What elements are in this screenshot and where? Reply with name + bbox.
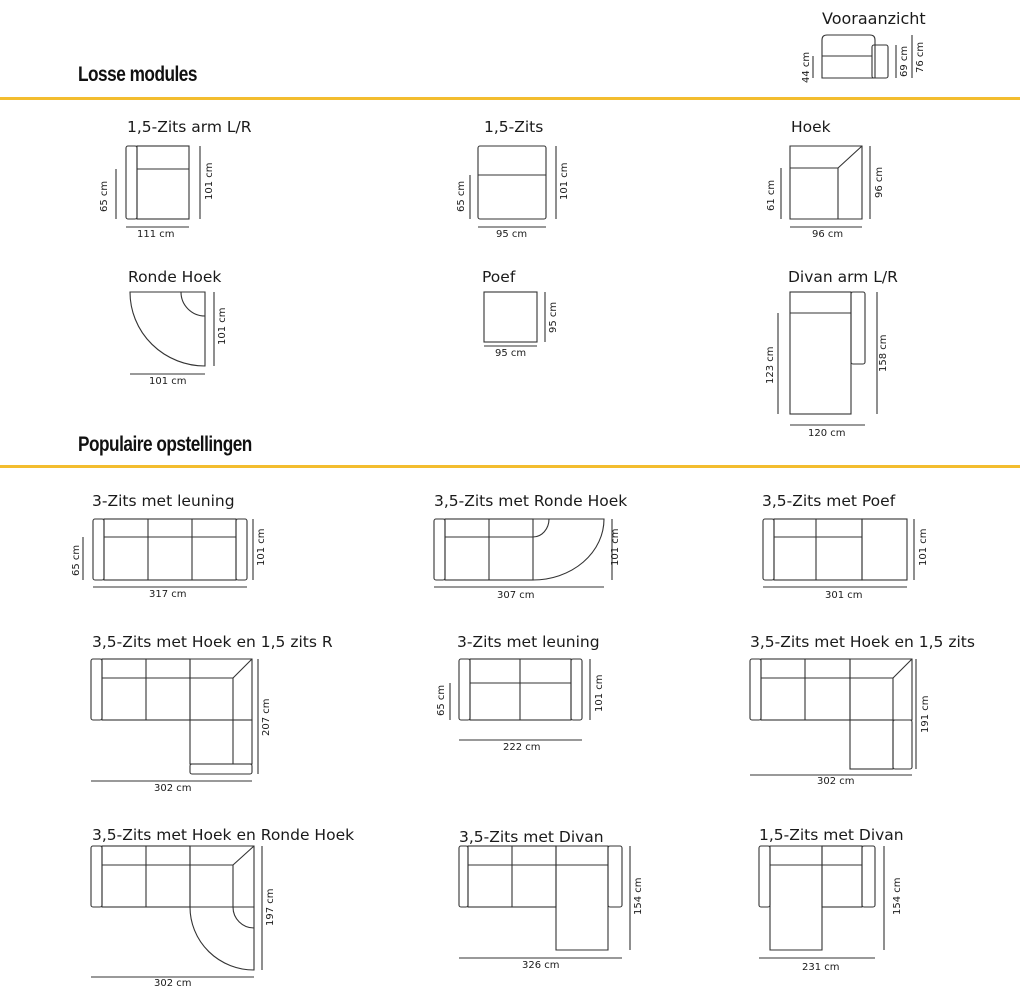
- dimension-label: 76 cm: [915, 41, 926, 73]
- dimension-label: 317 cm: [149, 589, 187, 600]
- dimension-label: 301 cm: [825, 590, 863, 601]
- module-label: Ronde Hoek: [128, 268, 222, 286]
- setup-hoek-ronde-hoek-drawing: [91, 846, 262, 977]
- dimension-label: 65 cm: [456, 180, 467, 212]
- front-view-title: Vooraanzicht: [822, 9, 926, 28]
- section-divider: [0, 465, 1020, 468]
- module-ronde-hoek-drawing: [130, 292, 214, 374]
- dimension-label: 222 cm: [503, 742, 541, 753]
- dimension-label: 207 cm: [261, 698, 272, 736]
- setup-1-5-divan-drawing: [759, 846, 884, 958]
- dimension-label: 231 cm: [802, 962, 840, 973]
- dimension-label: 101 cm: [594, 674, 605, 712]
- dimension-label: 326 cm: [522, 960, 560, 971]
- setup-label: 3,5-Zits met Hoek en 1,5 zits R: [92, 633, 333, 651]
- module-label: Hoek: [791, 118, 831, 136]
- setup-label: 3,5-Zits met Hoek en 1,5 zits: [750, 633, 975, 651]
- setup-label: 1,5-Zits met Divan: [759, 826, 904, 844]
- dimension-label: 154 cm: [633, 877, 644, 915]
- module-label: 1,5-Zits: [484, 118, 544, 136]
- section-title-losse-modules: Losse modules: [78, 63, 197, 86]
- dimension-label: 101 cm: [918, 528, 929, 566]
- module-hoek-drawing: [781, 146, 870, 227]
- dimension-label: 101 cm: [610, 528, 621, 566]
- dimension-label: 101 cm: [204, 162, 215, 200]
- setup-divan-drawing: [459, 846, 630, 958]
- dimension-label: 95 cm: [548, 301, 559, 333]
- module-label: Divan arm L/R: [788, 268, 898, 286]
- dimension-label: 65 cm: [99, 180, 110, 212]
- module-label: 1,5-Zits arm L/R: [127, 118, 252, 136]
- dimension-label: 158 cm: [878, 334, 889, 372]
- dimension-label: 197 cm: [265, 888, 276, 926]
- module-divan-arm-drawing: [778, 292, 877, 425]
- dimension-label: 120 cm: [808, 428, 846, 439]
- setup-hoek-1-5-r-drawing: [91, 659, 258, 781]
- setup-label: 3,5-Zits met Hoek en Ronde Hoek: [92, 826, 355, 844]
- module-1-5-zits-drawing: [470, 146, 556, 227]
- module-poef-drawing: [484, 292, 545, 346]
- dimension-label: 61 cm: [766, 179, 777, 211]
- setup-label: 3-Zits met leuning: [457, 633, 600, 651]
- setup-label: 3,5-Zits met Ronde Hoek: [434, 492, 628, 510]
- dimension-label: 302 cm: [154, 978, 192, 989]
- setup-label: 3,5-Zits met Divan: [459, 828, 604, 846]
- setup-3-zits-222-drawing: [450, 659, 590, 740]
- dimension-label: 96 cm: [874, 166, 885, 198]
- dimension-label: 95 cm: [496, 229, 528, 240]
- dimension-label: 101 cm: [217, 307, 228, 345]
- dimension-label: 101 cm: [149, 376, 187, 387]
- section-title-populaire-opstellingen: Populaire opstellingen: [78, 433, 252, 456]
- dimension-label: 101 cm: [559, 162, 570, 200]
- front-view-drawing: [813, 35, 912, 78]
- dimension-label: 302 cm: [817, 776, 855, 787]
- section-divider: [0, 97, 1020, 100]
- module-1-5-zits-arm-drawing: [116, 146, 200, 227]
- dimension-label: 69 cm: [899, 45, 910, 77]
- setup-label: 3,5-Zits met Poef: [762, 492, 896, 510]
- setup-hoek-1-5-drawing: [750, 659, 916, 775]
- dimension-label: 123 cm: [765, 346, 776, 384]
- setup-3-zits-leuning-drawing: [83, 519, 253, 587]
- setup-label: 3-Zits met leuning: [92, 492, 235, 510]
- module-label: Poef: [482, 268, 516, 286]
- dimension-label: 307 cm: [497, 590, 535, 601]
- dimension-label: 111 cm: [137, 229, 175, 240]
- dimension-label: 65 cm: [436, 684, 447, 716]
- dimension-label: 95 cm: [495, 348, 527, 359]
- dimension-label: 154 cm: [892, 877, 903, 915]
- dimension-label: 191 cm: [920, 695, 931, 733]
- dimension-label: 96 cm: [812, 229, 844, 240]
- dimension-label: 101 cm: [256, 528, 267, 566]
- setup-ronde-hoek-drawing: [434, 519, 612, 587]
- dimension-label: 65 cm: [71, 544, 82, 576]
- dimension-label: 302 cm: [154, 783, 192, 794]
- setup-poef-drawing: [763, 519, 914, 587]
- dimension-label: 44 cm: [801, 51, 812, 83]
